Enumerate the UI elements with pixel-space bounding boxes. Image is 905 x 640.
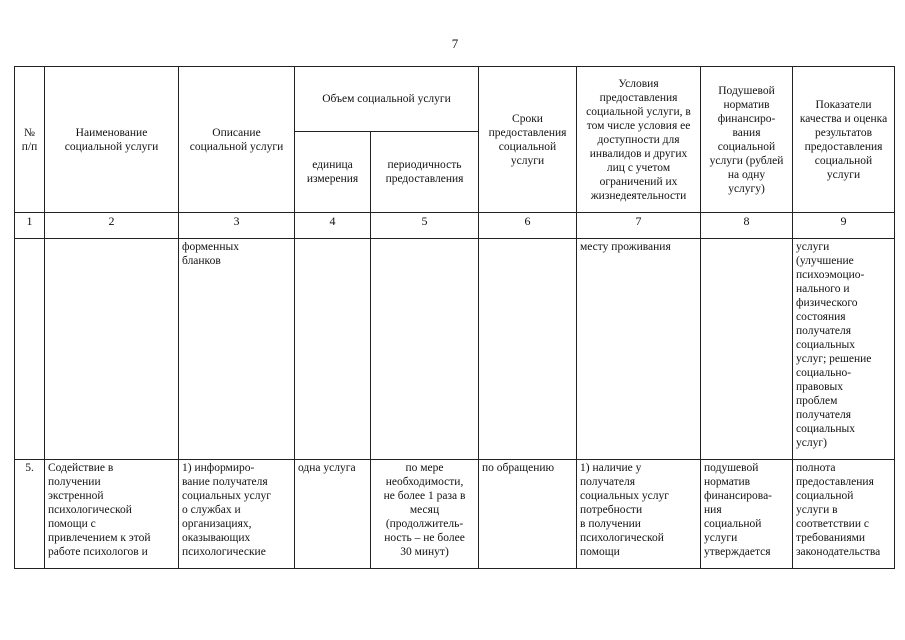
column-number: 6 [479, 213, 577, 239]
header-number: № п/п [15, 67, 45, 213]
cell-unit [295, 239, 371, 460]
header-frequency: периодичность предоставления [371, 132, 479, 213]
page-number: 7 [451, 36, 459, 51]
header-service-volume: Объем социальной услуги [295, 67, 479, 132]
column-number: 1 [15, 213, 45, 239]
table-row [15, 239, 895, 460]
header-terms: Сроки предоставления социальной услуги [479, 67, 577, 213]
header-funding-norm: Подушевой норматив финансиро- вания социальной услуги (рублей на одну услугу) [701, 67, 793, 213]
column-number: 7 [577, 213, 701, 239]
column-number: 2 [45, 213, 179, 239]
column-number-row [15, 213, 895, 239]
cell-number: 5. [15, 460, 45, 569]
column-number: 5 [371, 213, 479, 239]
header-service-name: Наименование социальной услуги [45, 67, 179, 213]
cell-terms [479, 239, 577, 460]
cell-service-description: 1) информиро- вание получателя социальных услуг о службах и организациях, оказывающих психологические [179, 460, 295, 569]
cell-conditions: 1) наличие у получателя социальных услуг потребности в получении психологической помощи [577, 460, 701, 569]
column-number: 4 [295, 213, 371, 239]
header-quality-indicators: Показатели качества и оценка результатов предоставления социальной услуги [793, 67, 895, 213]
header-conditions: Условия предоставления социальной услуги, в том числе условия ее доступности для инвалидов и других лиц с учетом ограничений их жизнедеятельности [577, 67, 701, 213]
cell-quality-indicators: услуги (улучшение психоэмоцио- нального и физического состояния получателя социальных услуг; решение социально- правовых проблем получателя социальных услуг) [793, 239, 895, 460]
column-number: 8 [701, 213, 793, 239]
cell-quality-indicators: полнота предоставления социальной услуги в соответствии с требованиями законодательства [793, 460, 895, 569]
cell-service-name: Содействие в получении экстренной психологической помощи с привлечением к этой работе психологов и [45, 460, 179, 569]
column-number: 9 [793, 213, 895, 239]
column-number: 3 [179, 213, 295, 239]
cell-frequency: по мере необходимости, не более 1 раза в месяц (продолжитель- ность – не более 30 минут) [371, 460, 479, 569]
cell-funding-norm: подушевой норматив финансирова- ния социальной услуги утверждается [701, 460, 793, 569]
cell-number [15, 239, 45, 460]
cell-frequency [371, 239, 479, 460]
cell-unit: одна услуга [295, 460, 371, 569]
social-services-table [14, 66, 895, 569]
header-unit: единица измерения [295, 132, 371, 213]
header-row [15, 67, 895, 132]
cell-service-description: форменных бланков [179, 239, 295, 460]
table-row [15, 460, 895, 569]
cell-terms: по обращению [479, 460, 577, 569]
header-service-description: Описание социальной услуги [179, 67, 295, 213]
cell-funding-norm [701, 239, 793, 460]
cell-service-name [45, 239, 179, 460]
cell-conditions: месту проживания [577, 239, 701, 460]
